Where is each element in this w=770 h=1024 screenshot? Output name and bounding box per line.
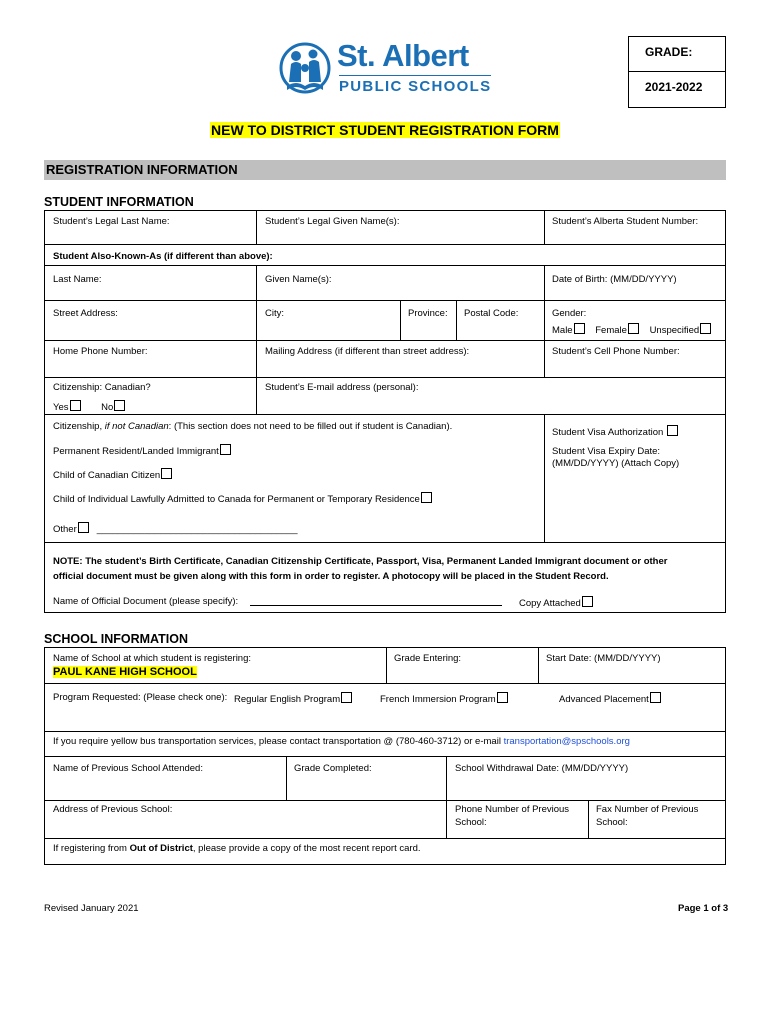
visa-expiry-format: (MM/DD/YYYY) (Attach Copy) [552, 458, 680, 469]
aka-given-name-field[interactable]: Given Name(s): [265, 274, 332, 285]
previous-school-fax-field[interactable]: Fax Number of Previous [596, 804, 699, 815]
page-number: Page 1 of 3 [678, 903, 729, 914]
official-document-label: Name of Official Document (please specify): [53, 596, 239, 607]
district-logo [279, 38, 494, 98]
copy-attached-option: Copy Attached [519, 596, 593, 609]
note-line-2: official document must be given along with this form in order to register. A photocopy will be placed in the Student Record. [53, 571, 609, 582]
street-address-field[interactable]: Street Address: [53, 308, 118, 319]
visa-authorization-option: Student Visa Authorization [552, 425, 678, 438]
official-document-input-line[interactable] [250, 605, 502, 606]
no-checkbox[interactable] [114, 400, 125, 411]
unspecified-checkbox[interactable] [700, 323, 711, 334]
student-email-field[interactable]: Student’s E-mail address (personal): [265, 382, 419, 393]
school-name-value: PAUL KANE HIGH SCHOOL [53, 666, 197, 678]
other-checkbox[interactable] [78, 522, 89, 533]
male-label: Male [552, 325, 573, 336]
citizenship-not-canadian-label: Citizenship, if not Canadian: (This section does not need to be filled out if student is Canadian). [53, 421, 453, 432]
copy-attached-checkbox[interactable] [582, 596, 593, 607]
child-admitted-checkbox[interactable] [421, 492, 432, 503]
no-label: No [101, 402, 114, 413]
other-option: Other ______________________________________ [53, 524, 298, 535]
logo-subtitle: PUBLIC SCHOOLS [339, 78, 492, 95]
family-reading-icon [279, 42, 331, 98]
form-title: NEW TO DISTRICT STUDENT REGISTRATION FORM [211, 122, 559, 138]
withdrawal-date-field[interactable]: School Withdrawal Date: (MM/DD/YYYY) [455, 763, 629, 774]
child-canadian-checkbox[interactable] [161, 468, 172, 479]
school-info-heading: SCHOOL INFORMATION [44, 632, 188, 646]
visa-expiry-field[interactable]: Student Visa Expiry Date: [552, 446, 661, 457]
student-info-heading: STUDENT INFORMATION [44, 195, 194, 209]
mailing-address-field[interactable]: Mailing Address (if different than street address): [265, 346, 470, 357]
program-requested-label: Program Requested: (Please check one): [53, 692, 228, 703]
advanced-placement-checkbox[interactable] [650, 692, 661, 703]
postal-code-field[interactable]: Postal Code: [464, 308, 519, 319]
alberta-student-number-field[interactable]: Student’s Alberta Student Number: [552, 216, 699, 227]
advanced-placement-option: Advanced Placement [559, 692, 661, 705]
previous-school-field[interactable]: Name of Previous School Attended: [53, 763, 203, 774]
regular-english-checkbox[interactable] [341, 692, 352, 703]
visa-authorization-checkbox[interactable] [667, 425, 678, 436]
grade-label[interactable]: GRADE: [629, 37, 725, 72]
french-immersion-checkbox[interactable] [497, 692, 508, 703]
yes-checkbox[interactable] [70, 400, 81, 411]
province-field[interactable]: Province: [408, 308, 448, 319]
yes-label: Yes [53, 402, 69, 413]
grade-box [628, 36, 726, 108]
permanent-resident-checkbox[interactable] [220, 444, 231, 455]
citizenship-canadian-label: Citizenship: Canadian? [53, 382, 151, 393]
school-name-label: Name of School at which student is registering: [53, 653, 252, 664]
previous-school-fax-label-2: School: [596, 817, 628, 828]
out-of-district-note: If registering from Out of District, please provide a copy of the most recent report card. [53, 843, 421, 854]
legal-given-name-field[interactable]: Student’s Legal Given Name(s): [265, 216, 400, 227]
date-of-birth-field[interactable]: Date of Birth: (MM/DD/YYYY) [552, 274, 677, 285]
other-specify-field[interactable]: ______________________________________ [96, 524, 298, 535]
aka-last-name-field[interactable]: Last Name: [53, 274, 102, 285]
note-line-1: NOTE: The student’s Birth Certificate, Canadian Citizenship Certificate, Passport, Visa, Permanent Landed Immigrant document or other [53, 556, 668, 567]
unspecified-label: Unspecified [649, 325, 700, 336]
child-canadian-option: Child of Canadian Citizen [53, 468, 172, 481]
previous-school-phone-field[interactable]: Phone Number of Previous [455, 804, 570, 815]
previous-school-phone-label-2: School: [455, 817, 487, 828]
grade-completed-field[interactable]: Grade Completed: [294, 763, 372, 774]
permanent-resident-option: Permanent Resident/Landed Immigrant [53, 444, 231, 457]
transportation-email-link[interactable]: transportation@spschools.org [503, 736, 630, 747]
female-checkbox[interactable] [628, 323, 639, 334]
legal-last-name-field[interactable]: Student’s Legal Last Name: [53, 216, 170, 227]
start-date-field[interactable]: Start Date: (MM/DD/YYYY) [546, 653, 661, 664]
logo-rule [339, 75, 491, 76]
regular-english-option: Regular English Program [234, 692, 352, 705]
female-label: Female [595, 325, 627, 336]
gender-label: Gender: [552, 308, 587, 319]
cell-phone-field[interactable]: Student’s Cell Phone Number: [552, 346, 680, 357]
child-admitted-option: Child of Individual Lawfully Admitted to Canada for Permanent or Temporary Residence [53, 492, 432, 505]
revised-date: Revised January 2021 [44, 903, 139, 914]
bus-transport-note: If you require yellow bus transportation services, please contact transportation @ (780-460-3712) or e-mail transportation@spschools.org [53, 736, 630, 747]
home-phone-field[interactable]: Home Phone Number: [53, 346, 148, 357]
french-immersion-option: French Immersion Program [380, 692, 508, 705]
registration-section-title: REGISTRATION INFORMATION [44, 160, 726, 180]
city-field[interactable]: City: [265, 308, 284, 319]
aka-label: Student Also-Known-As (if different than above): [53, 251, 273, 262]
citizenship-options [53, 400, 125, 413]
gender-options [552, 323, 711, 336]
school-year: 2021-2022 [645, 80, 703, 94]
previous-school-address-field[interactable]: Address of Previous School: [53, 804, 173, 815]
logo-title: St. Albert [337, 38, 469, 73]
male-checkbox[interactable] [574, 323, 585, 334]
grade-entering-field[interactable]: Grade Entering: [394, 653, 462, 664]
